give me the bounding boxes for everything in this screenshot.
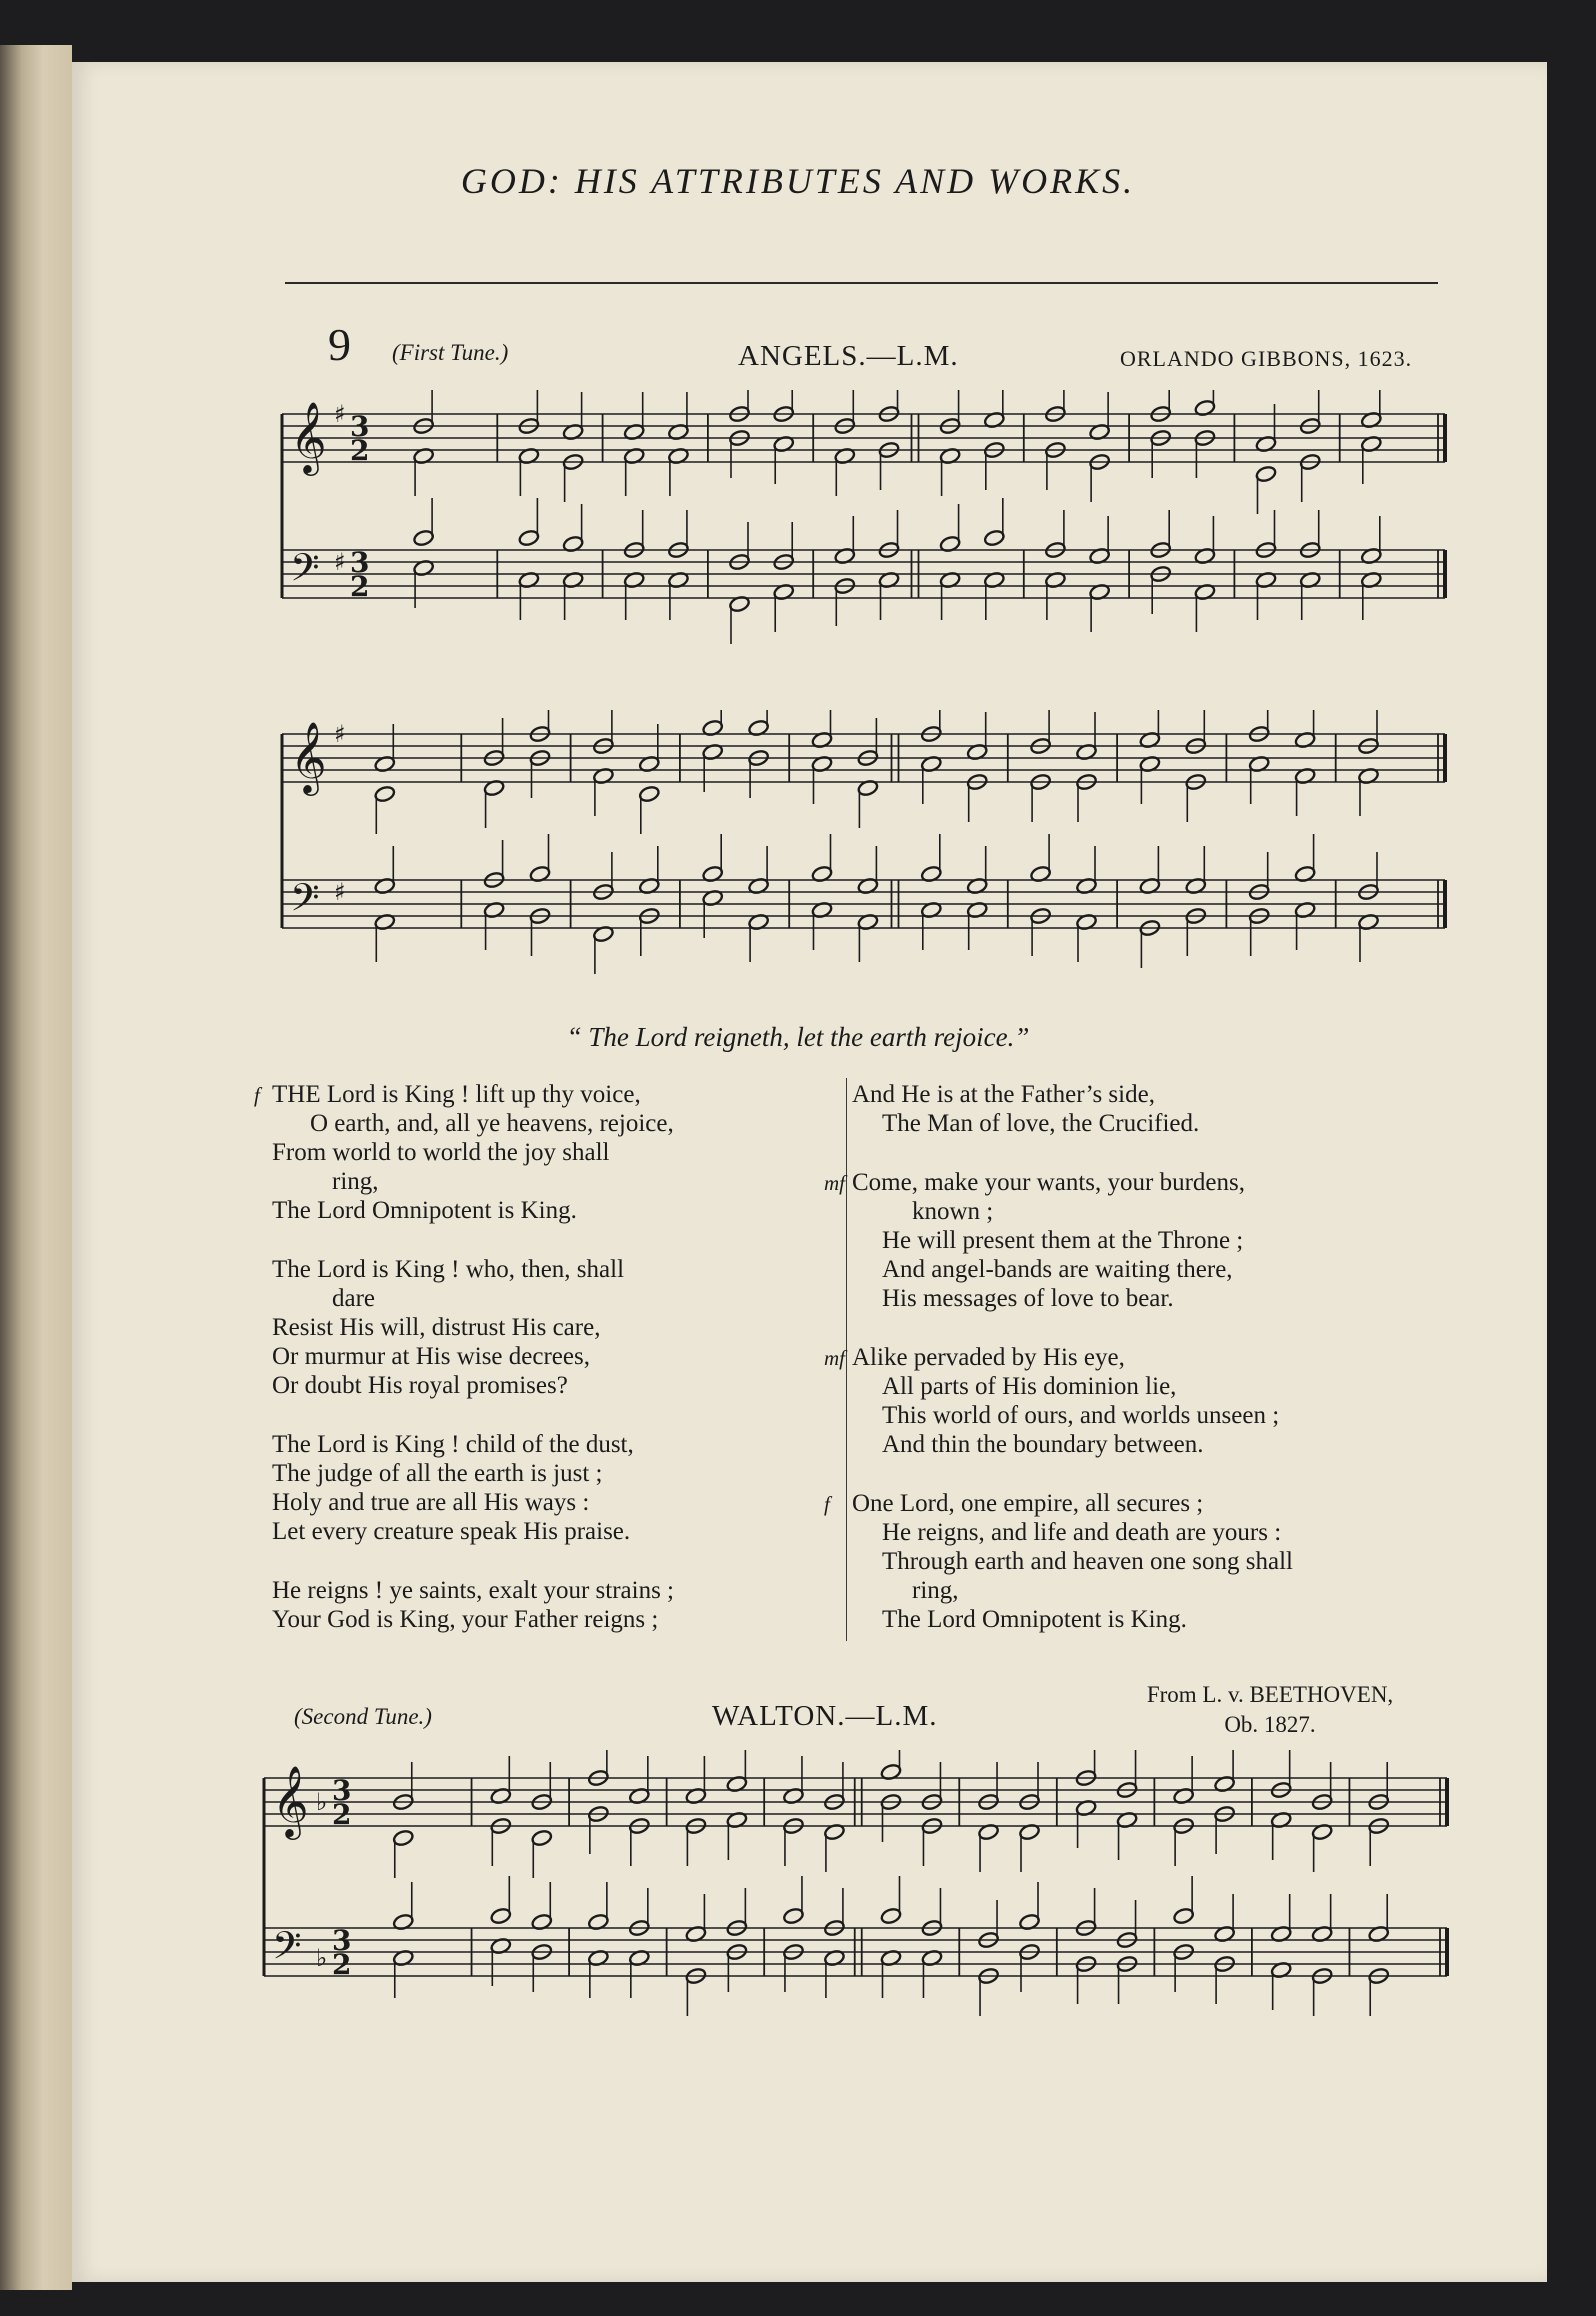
verse-line: THE Lord is King ! lift up thy voice, f [254, 1081, 641, 1108]
verse-line: From world to world the joy shall [272, 1139, 610, 1166]
verse-line: known ; [912, 1198, 994, 1225]
score-first-tune [280, 390, 1450, 658]
verses-right [824, 1080, 1452, 1664]
verse-line: Come, make your wants, your burdens, mf [824, 1169, 1245, 1196]
key-signature: ♭ [316, 1788, 328, 1816]
stanza [272, 1576, 842, 1634]
treble-clef: 𝄞 [272, 1764, 309, 1837]
bass-clef: 𝄢 [290, 545, 320, 599]
verse-line: Or murmur at His wise decrees, [272, 1343, 590, 1370]
stanza [254, 1080, 842, 1225]
time-signature: 2 [350, 570, 370, 603]
header-rule [285, 282, 1438, 284]
second-tune-composer-line2: Ob. 1827. [1224, 1712, 1316, 1737]
time-signature: 3 [350, 546, 370, 579]
verse-line: He will present them at the Throne ; [882, 1227, 1244, 1254]
dynamic-marking: f [824, 1492, 830, 1516]
stanza [852, 1080, 1452, 1138]
bass-clef: 𝄢 [290, 875, 320, 929]
key-signature: ♭ [316, 1944, 328, 1972]
treble-clef: 𝄞 [290, 400, 327, 473]
bass-clef: 𝄢 [272, 1923, 302, 1977]
stanza [824, 1489, 1452, 1634]
dynamic-marking: mf [824, 1346, 845, 1370]
verse-line: And He is at the Father’s side, [852, 1081, 1155, 1108]
time-signature: 3 [332, 1774, 352, 1807]
time-signature: 2 [332, 1798, 352, 1831]
time-signature: 3 [332, 1924, 352, 1957]
verse-line: dare [332, 1285, 376, 1312]
stanza [824, 1168, 1452, 1313]
key-signature: ♯ [334, 720, 346, 748]
verse-line: And thin the boundary between. [882, 1431, 1204, 1458]
verse-line: Your God is King, your Father reigns ; [272, 1606, 659, 1633]
verse-line: The Man of love, the Crucified. [882, 1110, 1200, 1137]
score-second-tune [262, 1750, 1452, 2040]
first-tune-note: (First Tune.) [392, 340, 509, 365]
first-tune-composer: ORLANDO GIBBONS, 1623. [1120, 346, 1413, 371]
verse-line: ring, [912, 1577, 959, 1604]
second-tune-note: (Second Tune.) [294, 1704, 432, 1729]
motto: “ The Lord reigneth, let the earth rejoice.” [566, 1022, 1030, 1052]
stanza [272, 1255, 842, 1400]
key-signature: ♯ [334, 548, 346, 576]
verses-left [254, 1080, 842, 1664]
verse-line: Resist His will, distrust His care, [272, 1314, 601, 1341]
verse-line: The Lord is King ! child of the dust, [272, 1431, 634, 1458]
verse-line: His messages of love to bear. [882, 1285, 1174, 1312]
verse-line: The Lord Omnipotent is King. [272, 1197, 577, 1224]
verse-line: The Lord Omnipotent is King. [882, 1606, 1187, 1633]
second-tune-composer [1110, 1680, 1430, 1740]
verse-line: Let every creature speak His praise. [272, 1518, 631, 1545]
verse-line: And angel-bands are waiting there, [882, 1256, 1233, 1283]
time-signature: 3 [350, 410, 370, 443]
verse-line: He reigns ! ye saints, exalt your strains ; [272, 1577, 674, 1604]
key-signature: ♯ [334, 400, 346, 428]
second-tune-composer-line1: From L. v. BEETHOVEN, [1146, 1682, 1394, 1707]
time-signature: 2 [350, 434, 370, 467]
verse-line: ring, [332, 1168, 379, 1195]
time-signature: 2 [332, 1948, 352, 1981]
verse-line: Holy and true are all His ways : [272, 1489, 590, 1516]
column-divider [846, 1078, 847, 1641]
key-signature: ♯ [334, 878, 346, 906]
second-tune-title: WALTON.—L.M. [712, 1700, 938, 1732]
dynamic-marking: mf [824, 1171, 845, 1195]
score-first-tune-continued [280, 710, 1450, 990]
verse-line: Through earth and heaven one song shall [882, 1548, 1293, 1575]
verse-line: Or doubt His royal promises? [272, 1372, 568, 1399]
verse-line: One Lord, one empire, all secures ; f [824, 1490, 1204, 1517]
hymn-number: 9 [328, 319, 351, 370]
verse-line: Alike pervaded by His eye, mf [824, 1344, 1125, 1371]
verse-line: The Lord is King ! who, then, shall [272, 1256, 625, 1283]
verse-line: O earth, and, all ye heavens, rejoice, [310, 1110, 674, 1137]
dynamic-marking: f [254, 1083, 260, 1107]
book-edge [0, 45, 72, 2290]
treble-clef: 𝄞 [290, 720, 327, 793]
running-head: GOD: HIS ATTRIBUTES AND WORKS. [460, 161, 1136, 201]
stanza [824, 1343, 1452, 1459]
verse-line: He reigns, and life and death are yours : [882, 1519, 1282, 1546]
verse-line: The judge of all the earth is just ; [272, 1460, 603, 1487]
stanza [272, 1430, 842, 1546]
verse-line: All parts of His dominion lie, [882, 1373, 1177, 1400]
verse-line: This world of ours, and worlds unseen ; [882, 1402, 1280, 1429]
first-tune-title: ANGELS.—L.M. [738, 340, 959, 372]
